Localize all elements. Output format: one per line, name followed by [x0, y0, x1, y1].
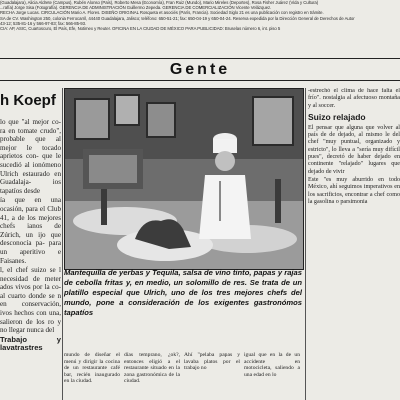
masthead-line: CIA: AP, ASIC, Cuartoscuro, El País, Efe, Notimex y Reuter. OFICINA EN LA CIUDAD DE MÉXICO PARA PUBLICIDAD: Bruselas número 6, int. piso 5 [0, 26, 281, 32]
subheading: Suizo relajado [308, 111, 366, 122]
photo-caption: Mantequilla de yerbas y Tequila, salsa de vino tinto, papas y rajas de cebolla fritas y, en medio, un solomillo de res. Se trata de un platillo especial que Ulrich, uno de los tres mejores chefs del mundo, pone a consideración de los exigentes gastronómos tapatíos [64, 268, 302, 318]
paragraph: lo que "al mejor co-ra en tomate crudo", probable que al mejor le tocado aprietos con- que le sucedió al ionómeno Ulrich estaurado en Guadalaja- ios tapatíos desde [0, 118, 61, 195]
column-divider [305, 88, 306, 400]
text-column: mundo de diseñar el menú y dirigir la cocina de un restaurante café bar, recién inaugurado en la ciudad. [64, 352, 120, 385]
subheading: Trabajo y lavatrastres [0, 334, 61, 353]
chef-photo [64, 88, 304, 270]
byline-author: h Koepf [0, 92, 56, 109]
paragraph: El pensar que alguna que volver al país de de dejado, al mismo le del chef "muy puntual, organizado y estricto", lo lleva a "sería muy difícil pues", decretó de haber dejado en continente "relajado" lugares que dejado de vivir [308, 124, 400, 175]
masthead-line: RECHA Jorge Lucas. CIRCULACIÓN Mario A. Flores. DISEÑO ORIGINAL Rosqueta et asociés (París, Francia). Sociedad Siglo 21 es una publicación con registro en trámite. [0, 10, 324, 16]
masthead-line: ...rafía) Jorge Sisa (Fotografía). GERENCIA DE ADMINISTRACIÓN Guillermo Zepeda. GERENCIA DE COMERCIALIZACIÓN Vicente Velázquez. [0, 5, 272, 11]
article-right-column [308, 88, 400, 400]
article-bottom-columns [64, 352, 302, 400]
text-column: igual que en la de un accidente en motocicleta, saliendo a una edad en lo [244, 352, 300, 378]
section-title: Gente [169, 61, 231, 78]
section-rule-bottom [0, 80, 400, 81]
masthead-line: 43-12; 535-81-16 y 566-97-83; fax: 566-85-93. [0, 20, 87, 26]
paragraph: l, el chef suizo se l necesidad de meter ados vivos por la co- al cuarto donde se n en conservación, ivos hechos con una, salieron de los ro y no llegar nunca del [0, 266, 61, 335]
text-column: Ahí "pelaba papas y lavaba platos por el trabajo no [184, 352, 240, 372]
restaurant-photo-illustration [65, 89, 303, 269]
paragraph: -estrechó el clima de hace falta el frío". nostalgia al afectuoso montaña y al soccer. [308, 88, 400, 109]
paragraph: ía que en una ocasión, para el Club 41, a de los mejores chefs ianos de Zúrich, un ijo que desconocía pa- para un aperitivo e Faisanes. [0, 196, 61, 265]
section-rule-top [0, 58, 400, 59]
paragraph: Este "es muy aburrido en todo México, ahí seguimos imperativos en los sacrificios, encontrar a chef como la gasolina o parsimonia [308, 176, 400, 205]
masthead-line: SA de CV. Washington 250, colonia Ferrocarril, 44440 Guadalajara, Jalisco; teléfono: 650-51-21; fax: 650-04-19 y 650-04-24. Reserva expedida por la Dirección General de Derechos de Autor [0, 15, 355, 21]
text-column: días temprano, ¿ok?, entonces eligió a el restaurante situado en la zona gastronómica de la ciudad. [124, 352, 180, 385]
article-left-column [0, 118, 61, 400]
masthead-line: (Guadalajara), Alicia Aldrete (Campus), Rubén Alonso (País), Roberto Mesa (Economía), Fran Ruiz (Mundo), Mario Mireles (Deportes), Rosa Fisher Juárez (Vida y Cultura) [0, 0, 319, 5]
masthead-credits [0, 0, 400, 56]
column-divider [62, 88, 63, 400]
